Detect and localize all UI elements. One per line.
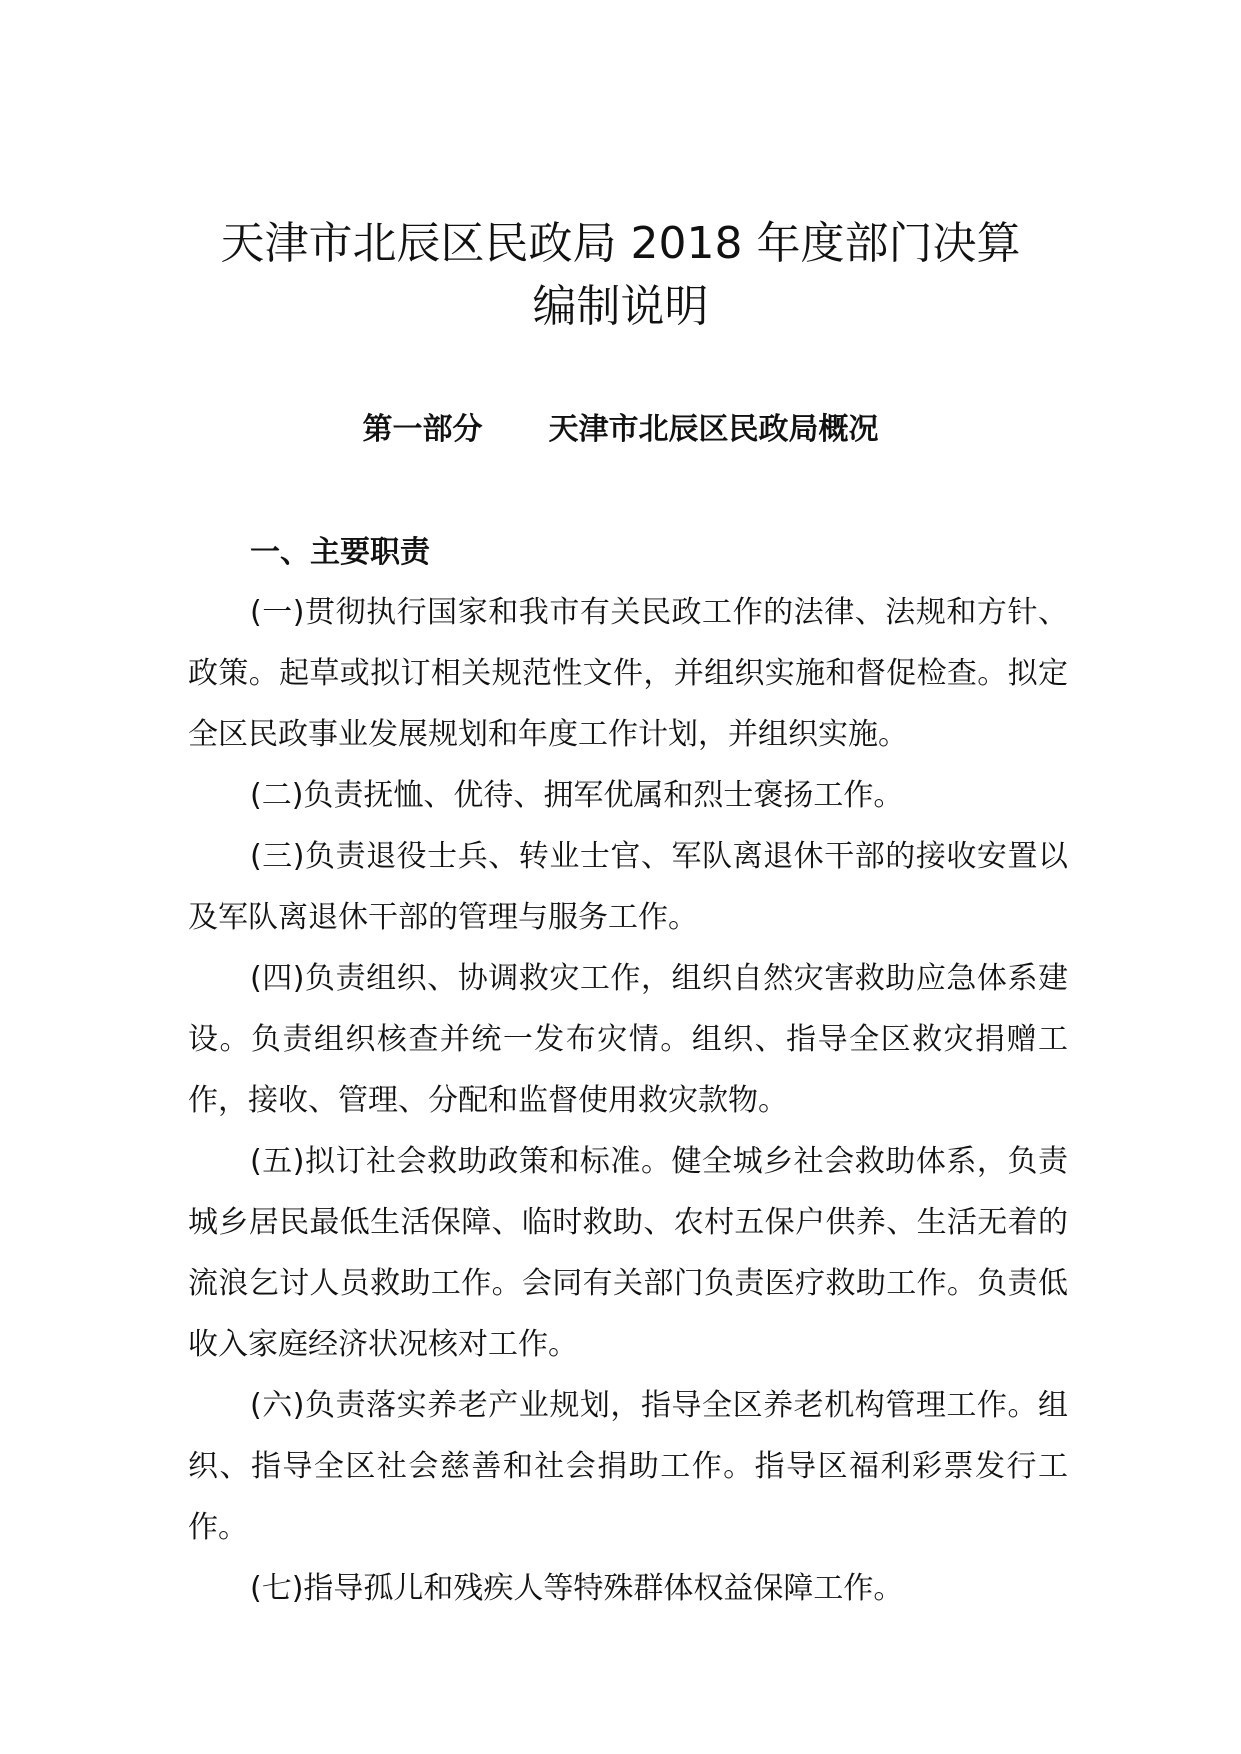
duty-paragraph-3: (三)负责退役士兵、转业士官、军队离退休干部的接收安置以及军队离退休干部的管理与服务工作。 (188, 839, 1068, 935)
duty-paragraph-2: (二)负责抚恤、优待、拥军优属和烈士褒扬工作。 (250, 778, 904, 813)
part-title: 天津市北辰区民政局概况 (548, 412, 879, 447)
part-heading (0, 410, 1241, 450)
section-heading: 一、主要职责 (250, 535, 430, 570)
duty-paragraph-1: (一)贯彻执行国家和我市有关民政工作的法律、法规和方针、政策。起草或拟订相关规范性文件，并组织实施和督促检查。拟定全区民政事业发展规划和年度工作计划，并组织实施。 (188, 595, 1068, 752)
duty-paragraph-6: (六)负责落实养老产业规划，指导全区养老机构管理工作。组织、指导全区社会慈善和社会捐助工作。指导区福利彩票发行工作。 (188, 1388, 1068, 1545)
duties-list (188, 582, 1068, 1619)
document-subtitle: 编制说明 (532, 281, 709, 332)
duty-paragraph-5: (五)拟订社会救助政策和标准。健全城乡社会救助体系，负责城乡居民最低生活保障、临时救助、农村五保户供养、生活无着的流浪乞讨人员救助工作。会同有关部门负责医疗救助工作。负责低收入家庭经济状况核对工作。 (188, 1144, 1068, 1362)
document-title: 天津市北辰区民政局 2018 年度部门决算 (220, 218, 1021, 269)
duty-paragraph-7: (七)指导孤儿和残疾人等特殊群体权益保障工作。 (250, 1571, 904, 1606)
duty-paragraph-4: (四)负责组织、协调救灾工作，组织自然灾害救助应急体系建设。负责组织核查并统一发布灾情。组织、指导全区救灾捐赠工作，接收、管理、分配和监督使用救灾款物。 (188, 961, 1068, 1118)
part-number: 第一部分 (362, 412, 483, 447)
